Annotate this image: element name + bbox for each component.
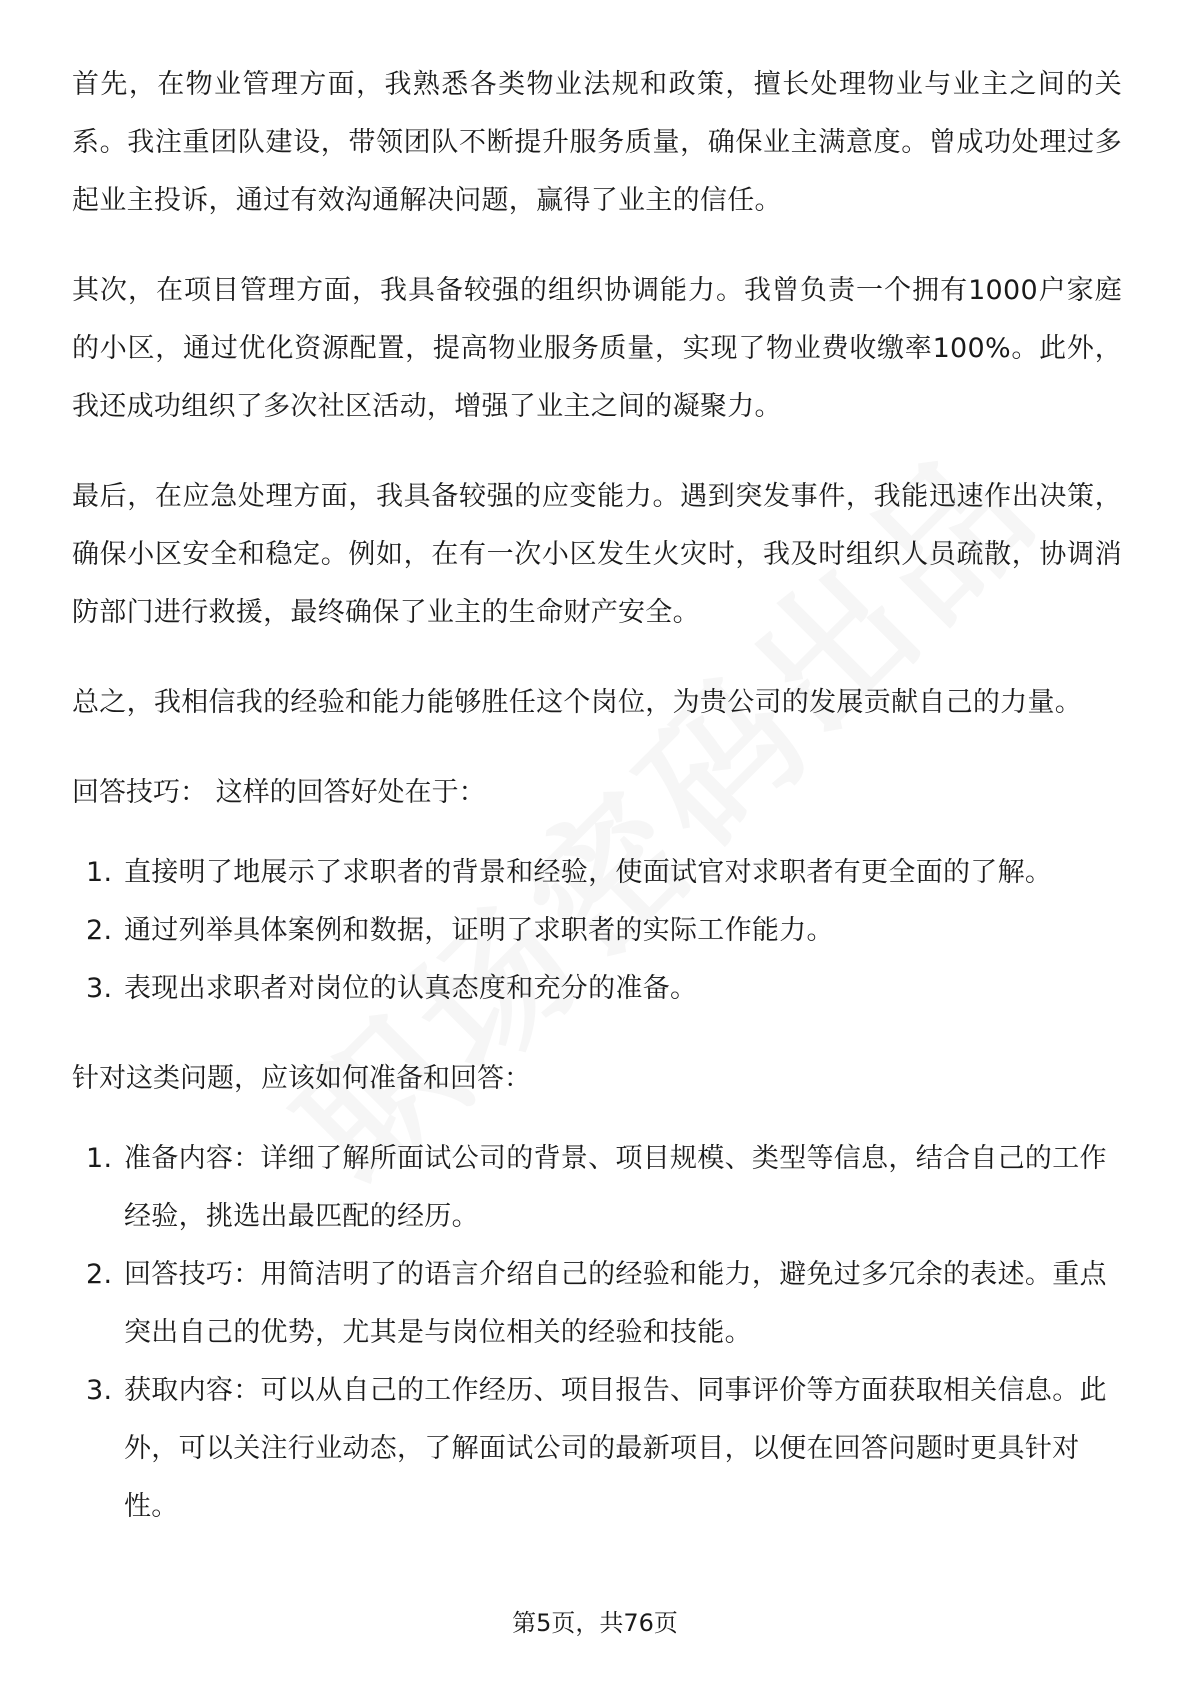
list-item (72, 844, 1122, 902)
list-item-text: 直接明了地展示了求职者的背景和经验，使面试官对求职者有更全面的了解。 (124, 857, 1053, 888)
list-item-number: 2. (86, 1259, 113, 1290)
prepare-heading: 针对这类问题，应该如何准备和回答： (72, 1063, 531, 1094)
prepare-list (72, 1130, 1122, 1536)
paragraph-emergency-handling: 最后，在应急处理方面，我具备较强的应变能力。遇到突发事件，我能迅速作出决策，确保小区安全和稳定。例如，在有一次小区发生火灾时，我及时组织人员疏散，协调消防部门进行救援，最终确保了业主的生命财产安全。 (72, 481, 1122, 628)
list-item-number: 1. (86, 857, 113, 888)
list-item (72, 902, 1122, 960)
list-item (72, 960, 1122, 1018)
list-item (72, 1130, 1122, 1246)
paragraph-project-management: 其次，在项目管理方面，我具备较强的组织协调能力。我曾负责一个拥有1000户家庭的小区，通过优化资源配置，提高物业服务质量，实现了物业费收缴率100%。此外，我还成功组织了多次社区活动，增强了业主之间的凝聚力。 (72, 275, 1122, 422)
list-item-text: 表现出求职者对岗位的认真态度和充分的准备。 (124, 973, 698, 1004)
list-item (72, 1246, 1122, 1362)
list-item-text: 准备内容：详细了解所面试公司的背景、项目规模、类型等信息，结合自己的工作经验，挑选出最匹配的经历。 (124, 1143, 1107, 1232)
list-item-number: 2. (86, 915, 113, 946)
list-item-text: 回答技巧：用简洁明了的语言介绍自己的经验和能力，避免过多冗余的表述。重点突出自己的优势，尤其是与岗位相关的经验和技能。 (124, 1259, 1107, 1348)
paragraph-property-management: 首先，在物业管理方面，我熟悉各类物业法规和政策，擅长处理物业与业主之间的关系。我注重团队建设，带领团队不断提升服务质量，确保业主满意度。曾成功处理过多起业主投诉，通过有效沟通解决问题，赢得了业主的信任。 (72, 69, 1122, 216)
tips-list (72, 844, 1122, 1018)
list-item-number: 3. (86, 973, 113, 1004)
list-item-text: 获取内容：可以从自己的工作经历、项目报告、同事评价等方面获取相关信息。此外，可以关注行业动态，了解面试公司的最新项目，以便在回答问题时更具针对性。 (124, 1375, 1107, 1522)
list-item-number: 3. (86, 1375, 113, 1406)
page-number-footer: 第5页，共76页 (512, 1609, 678, 1637)
list-item (72, 1362, 1122, 1536)
paragraph-conclusion: 总之，我相信我的经验和能力能够胜任这个岗位，为贵公司的发展贡献自己的力量。 (72, 687, 1083, 718)
list-item-number: 1. (86, 1143, 113, 1174)
tips-heading: 回答技巧： 这样的回答好处在于： (72, 777, 486, 808)
document-body (72, 56, 1122, 1568)
list-item-text: 通过列举具体案例和数据，证明了求职者的实际工作能力。 (124, 915, 834, 946)
